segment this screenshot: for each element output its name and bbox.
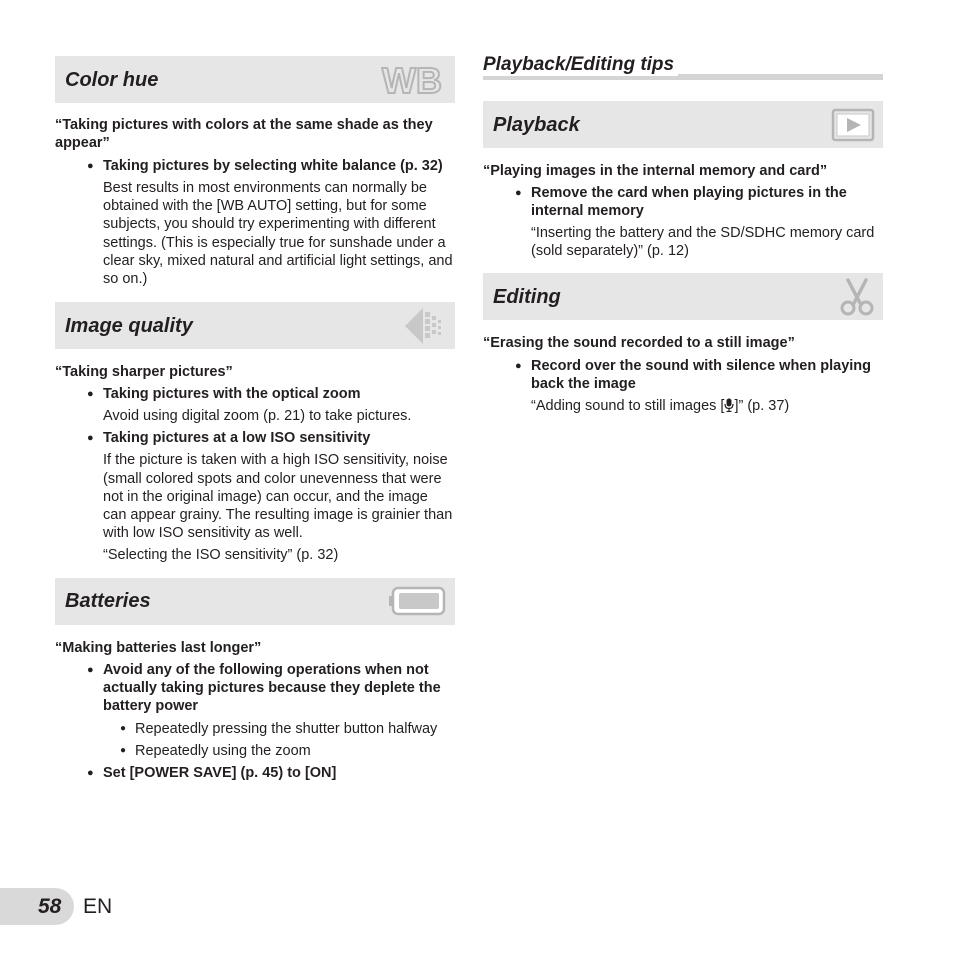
editing-header [483,273,883,320]
scissors-icon [839,278,875,316]
battery-icon [389,585,447,617]
page-number-tab [0,888,74,925]
editing-bullet: ● Record over the sound with silence when playing back the image [483,357,883,393]
editing-body [483,397,883,415]
page-number: 58 [38,895,62,918]
image-quality-header [55,302,455,349]
microphone-icon [724,398,734,412]
image-quality-question: “Taking sharper pictures” [55,364,233,381]
editing-title: Editing [493,285,561,308]
image-quality-title: Image quality [65,314,193,337]
color-hue-question: “Taking pictures with colors at the same shade as they appear” [55,117,433,151]
image-quality-body-2: If the picture is taken with a high ISO sensitivity, noise (small colored spots and color unevenness that were not in the original image) can occur, and the image can appear grainy. The resulting image is grainier than with low ISO sensitivity as well. [103,452,453,542]
playback-header [483,101,883,148]
wb-icon [377,62,447,98]
batteries-header [55,578,455,625]
image-quality-ref: “Selecting the ISO sensitivity” (p. 32) [103,547,339,564]
batteries-bullet-2: ● Set [POWER SAVE] (p. 45) to [ON] [55,764,455,782]
playback-question: “Playing images in the internal memory and card” [483,163,828,179]
playback-icon [831,108,875,142]
color-hue-body: Best results in most environments can normally be obtained with the [WB AUTO] setting, but for some subjects, you should try experimenting with different settings. (This is especially true for sunshade under a clear sky, mixed natural and artificial light settings, and so on.) [103,180,453,288]
image-quality-bullet-1: ● Taking pictures with the optical zoom [55,385,455,403]
editing-body-after: ]” (p. 37) [734,398,790,415]
left-column [55,56,455,782]
image-quality-bullet-2: ● Taking pictures at a low ISO sensitivity [55,429,455,447]
playback-bullet: ● Remove the card when playing pictures in the internal memory [483,184,883,220]
image-quality-body-1: Avoid using digital zoom (p. 21) to take pictures. [103,408,412,425]
playback-title: Playback [493,113,580,136]
batteries-question: “Making batteries last longer” [55,639,262,656]
editing-body-before: “Adding sound to still images [ [531,398,725,415]
batteries-bullet-1: ● Avoid any of the following operations when not actually taking pictures because they deplete the battery power [55,661,455,715]
color-hue-bullet: ● Taking pictures by selecting white balance (p. 32) [55,157,455,175]
batteries-sub-bullet-1: ● Repeatedly pressing the shutter button halfway [55,720,455,738]
editing-question: “Erasing the sound recorded to a still image” [483,335,795,352]
color-hue-title: Color hue [65,68,159,91]
image-quality-icon [403,306,447,346]
batteries-sub-bullet-2: ● Repeatedly using the zoom [55,742,455,760]
color-hue-header [55,56,455,103]
playback-body: “Inserting the battery and the SD/SDHC memory card (sold separately)” (p. 12) [531,225,875,260]
batteries-title: Batteries [65,590,151,613]
svg-text:WB: WB [382,61,442,98]
right-column [483,56,883,416]
tips-heading-bar [483,56,883,80]
language-code: EN [83,895,113,918]
tips-heading: Playback/Editing tips [483,54,678,76]
